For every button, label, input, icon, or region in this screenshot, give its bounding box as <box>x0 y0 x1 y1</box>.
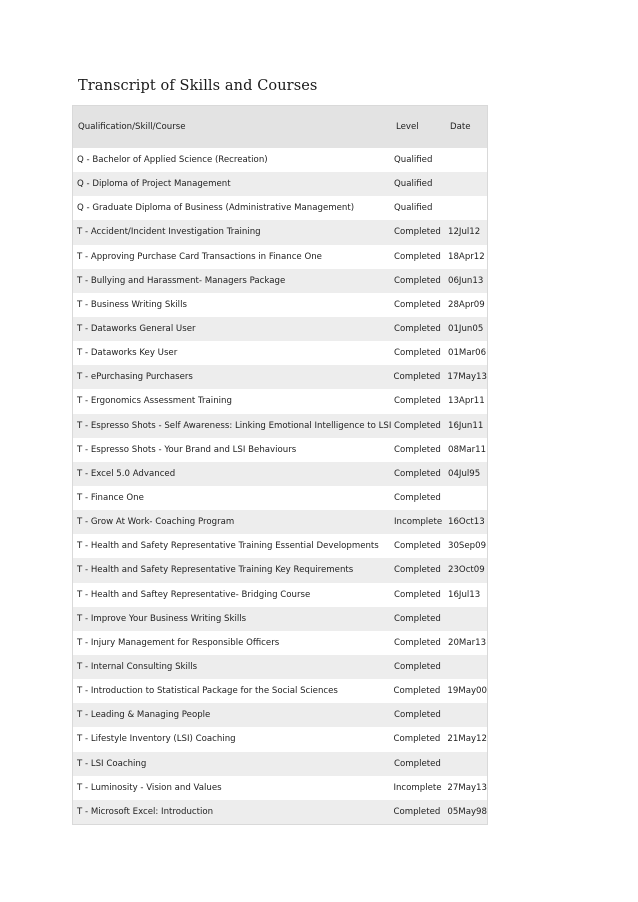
table-row <box>73 558 487 582</box>
table-row <box>73 510 487 534</box>
date-cell: 27May13 <box>447 782 487 793</box>
level-cell: Completed <box>394 589 441 600</box>
course-cell: T - Lifestyle Inventory (LSI) Coaching <box>77 734 236 745</box>
level-cell: Completed <box>393 734 441 745</box>
date-cell: 23Oct09 <box>448 565 485 576</box>
date-cell: 21May12 <box>447 734 487 745</box>
course-cell: Q - Diploma of Project Management <box>77 179 231 190</box>
level-cell: Completed <box>394 396 441 407</box>
course-cell: T - ePurchasing Purchasers <box>77 372 193 383</box>
course-cell: T - Improve Your Business Writing Skills <box>77 613 247 624</box>
level-cell: Completed <box>393 372 441 383</box>
course-cell: T - Health and Safety Representative Training Essential Developments <box>77 541 379 552</box>
date-cell: 16Jun11 <box>448 420 484 431</box>
date-cell: 18Apr12 <box>448 251 485 262</box>
level-cell: Incomplete <box>393 782 442 793</box>
level-cell: Completed <box>394 565 441 576</box>
course-cell: T - Internal Consulting Skills <box>77 662 198 673</box>
table-row <box>73 583 487 607</box>
table-row <box>73 389 487 413</box>
table-row <box>73 727 487 751</box>
course-cell: T - Accident/Incident Investigation Training <box>77 227 261 238</box>
level-cell: Completed <box>394 662 441 673</box>
course-cell: T - Espresso Shots - Your Brand and LSI Behaviours <box>77 444 297 455</box>
course-cell: T - Health and Safety Representative Training Key Requirements <box>77 565 354 576</box>
level-cell: Qualified <box>394 203 433 214</box>
table-body <box>73 148 487 824</box>
level-cell: Completed <box>394 541 441 552</box>
course-cell: T - Dataworks Key User <box>77 348 178 359</box>
date-cell: 17May13 <box>447 372 487 383</box>
table-row <box>73 148 487 172</box>
level-cell: Completed <box>394 468 441 479</box>
date-cell: 19May00 <box>447 686 487 697</box>
table-row <box>73 534 487 558</box>
table-row <box>73 293 487 317</box>
date-cell: 16Oct13 <box>448 517 485 528</box>
level-cell: Completed <box>394 637 441 648</box>
level-cell: Completed <box>393 806 441 817</box>
table-row <box>73 679 487 703</box>
table-row <box>73 245 487 269</box>
table-row <box>73 462 487 486</box>
date-cell: 20Mar13 <box>448 637 487 648</box>
column-header-date: Date <box>450 122 471 132</box>
course-cell: T - Ergonomics Assessment Training <box>77 396 232 407</box>
table-row <box>73 486 487 510</box>
course-cell: Q - Graduate Diploma of Business (Administrative Management) <box>77 203 355 214</box>
date-cell: 28Apr09 <box>448 299 485 310</box>
table-row <box>73 438 487 462</box>
column-header-level: Level <box>396 122 419 132</box>
date-cell: 06Jun13 <box>448 275 484 286</box>
level-cell: Completed <box>394 324 441 335</box>
level-cell: Completed <box>394 710 441 721</box>
table-row <box>73 414 487 438</box>
date-cell: 30Sep09 <box>448 541 487 552</box>
table-header <box>73 106 487 148</box>
table-row <box>73 341 487 365</box>
date-cell: 05May98 <box>447 806 487 817</box>
level-cell: Completed <box>394 348 441 359</box>
course-cell: T - Leading & Managing People <box>77 710 211 721</box>
course-cell: T - Health and Saftey Representative- Bridging Course <box>77 589 311 600</box>
course-cell: T - Luminosity - Vision and Values <box>77 782 222 793</box>
level-cell: Incomplete <box>394 517 443 528</box>
table-row <box>73 800 487 824</box>
level-cell: Completed <box>394 420 441 431</box>
course-cell: T - Injury Management for Responsible Officers <box>77 637 280 648</box>
level-cell: Completed <box>394 299 441 310</box>
course-cell: T - Grow At Work- Coaching Program <box>77 517 235 528</box>
course-cell: T - Espresso Shots - Self Awareness: Linking Emotional Intelligence to LSI <box>77 420 392 431</box>
column-header-course: Qualification/Skill/Course <box>78 122 186 132</box>
date-cell: 01Jun05 <box>448 324 484 335</box>
level-cell: Qualified <box>394 155 433 166</box>
level-cell: Completed <box>393 686 441 697</box>
course-cell: T - Dataworks General User <box>77 324 196 335</box>
table-row <box>73 752 487 776</box>
date-cell: 01Mar06 <box>448 348 487 359</box>
transcript-table <box>72 105 488 825</box>
level-cell: Completed <box>394 227 441 238</box>
level-cell: Completed <box>394 613 441 624</box>
course-cell: T - Introduction to Statistical Package for the Social Sciences <box>77 686 338 697</box>
date-cell: 16Jul13 <box>448 589 481 600</box>
course-cell: T - Finance One <box>77 493 144 504</box>
date-cell: 12Jul12 <box>448 227 481 238</box>
course-cell: T - LSI Coaching <box>77 758 147 769</box>
table-row <box>73 196 487 220</box>
level-cell: Completed <box>394 275 441 286</box>
level-cell: Completed <box>394 493 441 504</box>
level-cell: Completed <box>394 444 441 455</box>
page-title: Transcript of Skills and Courses <box>78 78 318 94</box>
table-row <box>73 655 487 679</box>
level-cell: Qualified <box>394 179 433 190</box>
table-row <box>73 365 487 389</box>
table-row <box>73 776 487 800</box>
table-row <box>73 172 487 196</box>
course-cell: T - Microsoft Excel: Introduction <box>77 806 214 817</box>
course-cell: T - Business Writing Skills <box>77 299 187 310</box>
date-cell: 04Jul95 <box>448 468 481 479</box>
table-row <box>73 703 487 727</box>
course-cell: T - Approving Purchase Card Transactions in Finance One <box>77 251 322 262</box>
table-row <box>73 317 487 341</box>
date-cell: 13Apr11 <box>448 396 485 407</box>
table-row <box>73 607 487 631</box>
date-cell: 08Mar11 <box>448 444 487 455</box>
table-row <box>73 220 487 244</box>
course-cell: T - Excel 5.0 Advanced <box>77 468 176 479</box>
course-cell: T - Bullying and Harassment- Managers Package <box>77 275 286 286</box>
level-cell: Completed <box>394 758 441 769</box>
table-row <box>73 631 487 655</box>
table-row <box>73 269 487 293</box>
course-cell: Q - Bachelor of Applied Science (Recreation) <box>77 155 268 166</box>
level-cell: Completed <box>394 251 441 262</box>
